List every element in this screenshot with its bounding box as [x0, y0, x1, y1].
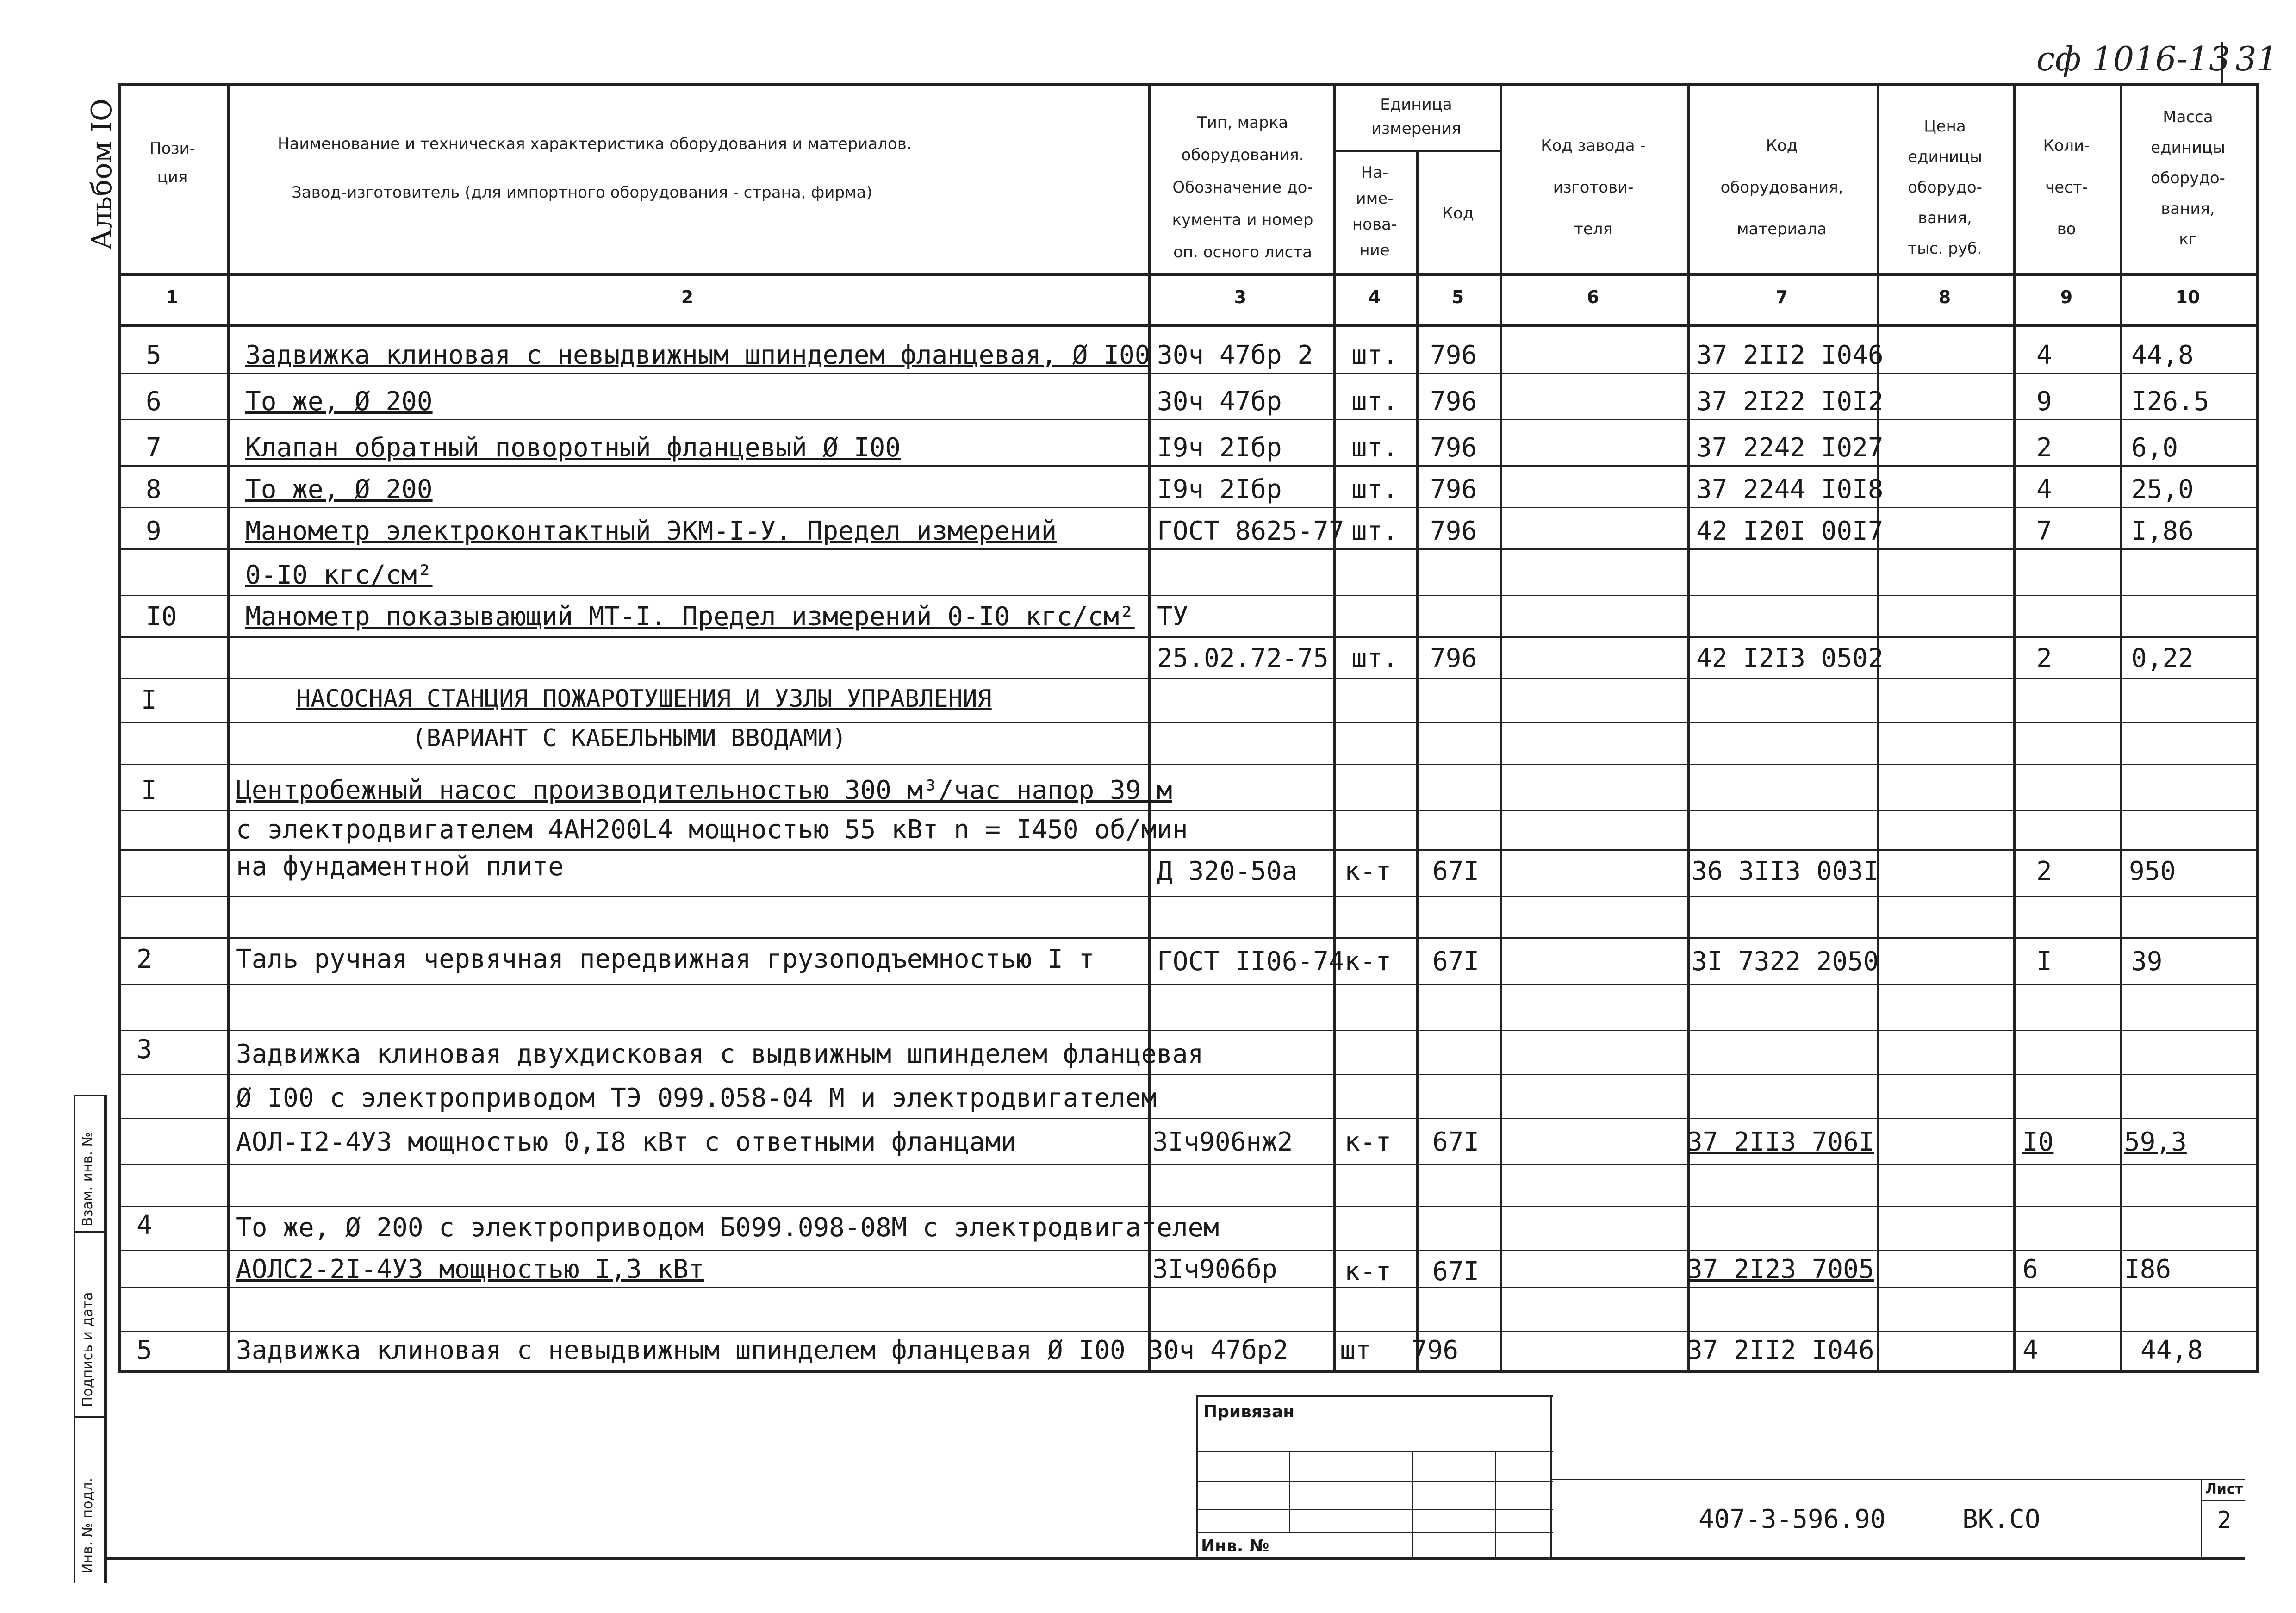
- cell-quantity: 6: [2022, 1254, 2038, 1284]
- cell-unit: шт.: [1351, 474, 1399, 504]
- cell-name: То же, Ø 200: [245, 474, 433, 504]
- cell-name: 0-I0 кгс/см²: [245, 560, 433, 590]
- cell-mass: 0,22: [2131, 643, 2194, 673]
- header-factory-code: Код завода - изготови- теля: [1541, 137, 1646, 238]
- cell-mass: 59,3: [2124, 1127, 2187, 1157]
- cell-equipment-code: 37 2II2 I046: [1696, 340, 1884, 370]
- cell-position: I: [141, 775, 157, 805]
- column-number: 3: [1234, 287, 1247, 307]
- cell-unit: к-т: [1344, 1127, 1392, 1157]
- cell-unit: к-т: [1344, 856, 1392, 886]
- sheet-corner-number: 31: [2235, 39, 2278, 78]
- cell-unit-code: 67I: [1432, 947, 1480, 977]
- column-number: 5: [1451, 287, 1464, 307]
- cell-position: 5: [146, 340, 162, 370]
- sheet-number: 2: [2217, 1507, 2232, 1534]
- cell-quantity: 4: [2022, 1335, 2038, 1365]
- cell-name: АОЛС2-2I-4У3 мощностью I,3 кВт: [236, 1254, 704, 1284]
- cell-type: ГОСТ 8625-77: [1157, 516, 1344, 546]
- cell-name: Манометр электроконтактный ЭКМ-I-У. Предел измерений: [245, 516, 1057, 546]
- cell-unit-code: 67I: [1432, 856, 1480, 886]
- cell-position: 7: [146, 433, 162, 463]
- header-type: Тип, марка оборудования. Обозначение до- кумента и номер оп. осного листа: [1172, 113, 1313, 262]
- stamp-privyazan: Привязан: [1203, 1402, 1295, 1421]
- cell-unit-code: 67I: [1432, 1257, 1480, 1287]
- cell-mass: 44,8: [2140, 1335, 2203, 1365]
- cell-type: Д 320-50а: [1157, 856, 1298, 886]
- column-number: 9: [2060, 287, 2073, 307]
- header-quantity: Коли- чест- во: [2043, 137, 2090, 238]
- cell-mass: 44,8: [2131, 340, 2194, 370]
- cell-equipment-code: 42 I2I3 0502: [1696, 643, 1884, 673]
- cell-quantity: 2: [2036, 433, 2052, 463]
- cell-mass: I26.5: [2131, 386, 2209, 417]
- cell-type: I9ч 2Iбр: [1157, 433, 1282, 463]
- cell-unit: шт.: [1351, 386, 1399, 417]
- corner-note: сф 1016-13: [2036, 39, 2230, 78]
- cell-equipment-code: 37 2II2 I046: [1687, 1335, 1874, 1365]
- stamp-inv-no: Инв. №: [1201, 1537, 1269, 1556]
- cell-quantity: 4: [2036, 474, 2052, 504]
- album-label: Альбом IO: [86, 98, 118, 250]
- header-name-line1: Наименование и техническая характеристика оборудования и материалов.: [278, 135, 912, 153]
- cell-equipment-code: 3I 7322 2050: [1692, 947, 1879, 977]
- cell-unit: шт: [1340, 1335, 1371, 1365]
- cell-quantity: 2: [2036, 643, 2052, 673]
- column-number: 4: [1368, 287, 1381, 307]
- cell-unit: шт.: [1351, 516, 1399, 546]
- cell-unit-code: 796: [1430, 386, 1477, 417]
- cell-mass: 39: [2131, 947, 2163, 977]
- cell-name: с электродвигателем 4АН200L4 мощностью 55 кВт n = I450 об/мин: [236, 815, 1188, 845]
- header-unit-code: Код: [1442, 204, 1474, 223]
- cell-unit: шт.: [1351, 433, 1399, 463]
- cell-mass: 25,0: [2131, 474, 2194, 504]
- cell-equipment-code: 37 2242 I027: [1696, 433, 1884, 463]
- cell-name: Ø I00 с электроприводом ТЭ 099.058-04 М и электродвигателем: [236, 1083, 1157, 1113]
- cell-name: То же, Ø 200: [245, 386, 433, 417]
- cell-mass: 6,0: [2131, 433, 2178, 463]
- cell-mass: I,86: [2131, 516, 2194, 546]
- cell-position: 3: [137, 1034, 152, 1065]
- cell-name: Манометр показывающий МТ-I. Предел измерений 0-I0 кгс/см²: [245, 602, 1135, 632]
- header-equipment-code: Код оборудования, материала: [1720, 137, 1843, 238]
- cell-quantity: 4: [2036, 340, 2052, 370]
- cell-type: I9ч 2Iбр: [1157, 474, 1282, 504]
- margin-label-original-inv: Инв. № подл.: [80, 1478, 96, 1574]
- cell-equipment-code: 37 2I22 I0I2: [1696, 386, 1884, 417]
- section-title: НАСОСНАЯ СТАНЦИЯ ПОЖАРОТУШЕНИЯ И УЗЛЫ УПРАВЛЕНИЯ: [296, 685, 992, 713]
- cell-equipment-code: 42 I20I 00I7: [1696, 516, 1884, 546]
- column-number: 7: [1775, 287, 1788, 307]
- header-unit-group: Единица измерения: [1371, 95, 1462, 138]
- cell-position: 2: [137, 944, 152, 974]
- cell-name: То же, Ø 200 с электроприводом Б099.098-08М с электродвигателем: [236, 1213, 1220, 1243]
- column-number: 2: [681, 287, 694, 307]
- cell-unit-code: 796: [1430, 643, 1477, 673]
- cell-type: 30ч 47бр 2: [1157, 340, 1313, 370]
- sheet-label: Лист: [2205, 1481, 2243, 1497]
- cell-equipment-code: 37 2244 I0I8: [1696, 474, 1884, 504]
- cell-type: 3Iч906бр: [1152, 1254, 1277, 1284]
- cell-name: Задвижка клиновая с невыдвижным шпинделем фланцевая Ø I00: [236, 1335, 1126, 1365]
- cell-unit-code: 67I: [1432, 1127, 1480, 1157]
- cell-unit-code: 796: [1430, 474, 1477, 504]
- cell-equipment-code: 37 2I23 7005: [1687, 1254, 1874, 1284]
- column-number: 8: [1938, 287, 1951, 307]
- doc-mark: ВК.СО: [1962, 1504, 2041, 1534]
- cell-quantity: I: [2036, 947, 2052, 977]
- margin-label-replaced-inv: Взам. инв. №: [80, 1132, 96, 1227]
- cell-unit: шт.: [1351, 643, 1399, 673]
- doc-code: 407-3-596.90: [1699, 1504, 1886, 1534]
- cell-name: Центробежный насос производительностью 300 м³/час напор 39 м: [236, 775, 1172, 805]
- cell-unit-code: 796: [1430, 433, 1477, 463]
- cell-unit-code: 796: [1430, 340, 1477, 370]
- cell-type: 25.02.72-75: [1157, 643, 1329, 673]
- cell-mass: 950: [2129, 856, 2176, 886]
- cell-name: Таль ручная червячная передвижная грузоподъемностью I т: [236, 944, 1095, 974]
- cell-name: АОЛ-I2-4У3 мощностью 0,I8 кВт с ответными фланцами: [236, 1127, 1016, 1157]
- column-number: 10: [2175, 287, 2200, 307]
- margin-label-signature-date: Подпись и дата: [80, 1292, 96, 1407]
- cell-name: Клапан обратный поворотный фланцевый Ø I00: [245, 433, 901, 463]
- cell-type: 30ч 47бр: [1157, 386, 1282, 417]
- cell-quantity: I0: [2022, 1127, 2054, 1157]
- cell-position: 8: [146, 474, 162, 504]
- cell-equipment-code: 37 2II3 706I: [1687, 1127, 1874, 1157]
- column-number: 6: [1587, 287, 1599, 307]
- cell-type: ГОСТ II06-74: [1157, 947, 1344, 977]
- header-unit-mass: Масса единицы оборудо- вания, кг: [2151, 108, 2225, 249]
- header-position: Пози- ция: [149, 139, 195, 187]
- cell-unit: шт.: [1351, 340, 1399, 370]
- cell-position: I0: [146, 602, 177, 632]
- cell-position: 4: [137, 1210, 152, 1240]
- cell-unit: к-т: [1344, 1257, 1392, 1287]
- header-name-line2: Завод-изготовитель (для импортного оборудования - страна, фирма): [292, 183, 872, 202]
- cell-quantity: 7: [2036, 516, 2052, 546]
- cell-quantity: 9: [2036, 386, 2052, 417]
- cell-position: 9: [146, 516, 162, 546]
- cell-quantity: 2: [2036, 856, 2052, 886]
- cell-unit: к-т: [1344, 947, 1392, 977]
- section-subtitle: (ВАРИАНТ С КАБЕЛЬНЫМИ ВВОДАМИ): [412, 724, 847, 752]
- cell-unit-code: 796: [1430, 516, 1477, 546]
- cell-unit-code: 796: [1412, 1335, 1459, 1365]
- cell-name: на фундаментной плите: [236, 852, 564, 882]
- cell-position: I: [141, 685, 157, 715]
- cell-position: 5: [137, 1335, 152, 1365]
- cell-type: 3Iч906нж2: [1152, 1127, 1293, 1157]
- cell-name: Задвижка клиновая с невыдвижным шпинделем фланцевая, Ø I00: [245, 340, 1151, 370]
- header-unit-price: Цена единицы оборудо- вания, тыс. руб.: [1908, 117, 1982, 258]
- header-unit-name: На- име- нова- ние: [1352, 163, 1397, 260]
- cell-type: 30ч 47бр2: [1148, 1335, 1288, 1365]
- cell-mass: I86: [2124, 1254, 2172, 1284]
- cell-position: 6: [146, 386, 162, 417]
- column-number: 1: [166, 287, 179, 307]
- cell-name: Задвижка клиновая двухдисковая с выдвижным шпинделем фланцевая: [236, 1039, 1204, 1069]
- cell-equipment-code: 36 3II3 003I: [1692, 856, 1879, 886]
- cell-type: ТУ: [1157, 602, 1188, 632]
